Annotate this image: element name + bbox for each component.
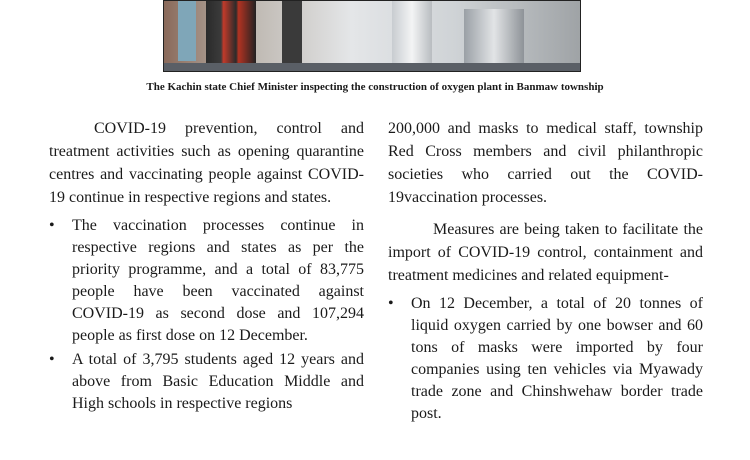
bullet-marker: • — [388, 295, 394, 312]
left-bullet-list — [49, 215, 364, 415]
bullet-marker: • — [49, 217, 55, 234]
right-column — [388, 117, 703, 427]
list-item — [49, 215, 364, 347]
photo-floor — [164, 63, 580, 72]
news-photo — [163, 0, 581, 72]
bullet-marker: • — [49, 351, 55, 368]
list-item — [388, 293, 703, 425]
left-column — [49, 117, 364, 417]
intro-paragraph: COVID-19 prevention, control and treatment activities such as opening quarantine centres and vaccinating people against COVID-19 continue in respective regions and states. — [49, 120, 364, 206]
photo-person-right — [282, 1, 302, 63]
photo-oxygen-tank — [392, 1, 432, 71]
photo-person-group — [206, 1, 256, 67]
list-item-text: A total of 3,795 students aged 12 years and above from Basic Education Middle and High schools in respective regions — [72, 351, 364, 412]
photo-caption: The Kachin state Chief Minister inspecting the construction of oxygen plant in Banmaw township — [146, 81, 604, 93]
list-item-text: The vaccination processes continue in respective regions and states as per the priority programme, and a total of 83,775 people have been vaccinated against COVID-19 as second dose and 107,294 people as first dose on 12 December. — [72, 217, 364, 344]
photo-person-left — [178, 1, 196, 61]
list-item — [49, 349, 364, 415]
right-bullet-list — [388, 293, 703, 425]
photo-equipment — [464, 9, 524, 71]
measures-paragraph: Measures are being taken to facilitate the import of COVID-19 control, containment and treatment medicines and related equipment- — [388, 221, 703, 284]
list-item-text: On 12 December, a total of 20 tonnes of liquid oxygen carried by one bowser and 60 tons of masks were imported by four companies using ten vehicles via Myawady trade zone and Chinshwehaw border trade post. — [411, 295, 703, 422]
continuation-paragraph: 200,000 and masks to medical staff, township Red Cross members and civil philanthropic societies who carried out the COVID-19vaccination processes. — [388, 120, 703, 206]
